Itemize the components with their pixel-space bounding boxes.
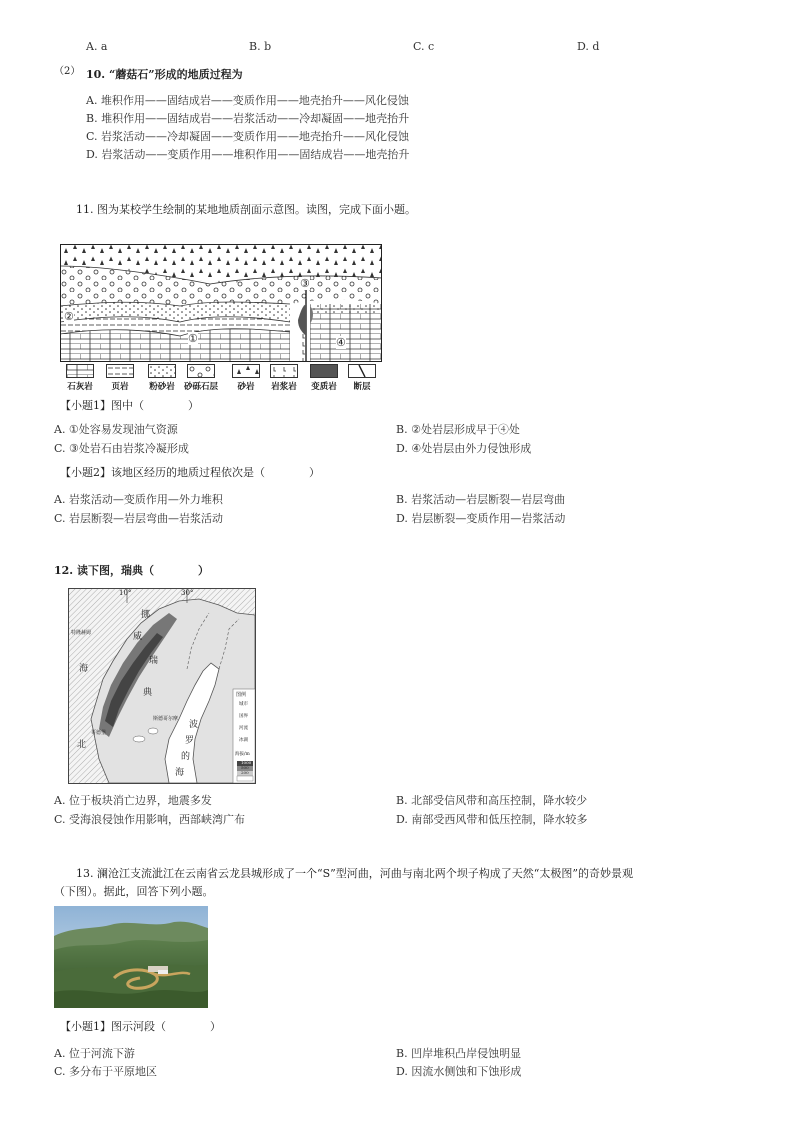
q10-option-d: D. 岩浆活动——变质作用——堆积作用——固结成岩——地壳抬升 [86, 148, 410, 161]
q10-stem: 10. “蘑菇石”形成的地质过程为 [86, 68, 243, 81]
legend-shale: 页岩 [100, 364, 140, 392]
q9-option-a: A. a [86, 40, 108, 53]
map-elev-200: 200 [241, 770, 249, 775]
river-photo-svg [54, 906, 208, 1008]
q9-option-b: B. b [249, 40, 272, 53]
q13-sub1-stem: 【小题1】图示河段（ ） [60, 1020, 221, 1033]
map-label-wei: 威 [133, 632, 143, 642]
q11-sub1-stem: 【小题1】图中（ ） [60, 399, 199, 412]
map-legend-river: 河流 [239, 726, 248, 731]
q11-sub2-option-d: D. 岩层断裂—变质作用—岩浆活动 [396, 512, 566, 525]
q12-stem: 12. 读下图，瑞典（ ） [54, 564, 209, 577]
map-label-hai-west: 海 [79, 664, 89, 674]
map-elev-500: 500 [241, 765, 249, 770]
map-label-goteborg: 哥德堡 [91, 730, 107, 736]
q11-stem: 11. 图为某校学生绘制的某地地质剖面示意图。读图，完成下面小题。 [76, 203, 416, 216]
map-legend-lake: 冰湖 [239, 738, 248, 743]
legend-magmatic: 岩浆岩 [264, 364, 304, 392]
q9-option-d: D. d [577, 40, 600, 53]
scandinavia-map-svg [69, 589, 255, 783]
q13-sub1-option-b: B. 凹岸堆积凸岸侵蚀明显 [396, 1047, 522, 1060]
cross-section-legend [60, 364, 390, 392]
map-legend-elevation-title: 海拔/m [235, 752, 250, 757]
q11-sub2-option-c: C. 岩层断裂—岩层弯曲—岩浆活动 [54, 512, 224, 525]
map-label-dian: 典 [143, 688, 153, 698]
legend-metamorphic: 变质岩 [304, 364, 344, 392]
q10-prefix: （2） [54, 66, 81, 77]
map-label-bei: 北 [77, 740, 87, 750]
q13-sub1-option-c: C. 多分布于平原地区 [54, 1065, 158, 1078]
q11-sub2-option-b: B. 岩浆活动—岩层断裂—岩层弯曲 [396, 493, 566, 506]
legend-fault: 断层 [346, 364, 378, 392]
q9-option-c: C. c [413, 40, 435, 53]
q10-option-a: A. 堆积作用——固结成岩——变质作用——地壳抬升——风化侵蚀 [86, 94, 409, 107]
map-label-bo: 波 [189, 720, 199, 730]
map-label-de: 的 [181, 752, 191, 762]
section-label-4: ④ [336, 336, 346, 349]
map-legend-border: 国界 [239, 714, 248, 719]
q13-sub1-option-d: D. 因流水侧蚀和下蚀形成 [396, 1065, 522, 1078]
map-label-stockholm: 斯德哥尔摩 [153, 716, 179, 722]
section-label-2: ② [64, 310, 74, 323]
q12-option-d: D. 南部受西风带和低压控制，降水较多 [396, 813, 588, 826]
s-river-meander-photo [54, 906, 208, 1008]
q11-sub2-stem: 【小题2】该地区经历的地质过程依次是（ ） [60, 466, 320, 479]
map-legend-city: 城市 [239, 702, 248, 707]
q13-sub1-option-a: A. 位于河流下游 [54, 1047, 135, 1060]
map-label-hai-baltic: 海 [175, 768, 185, 778]
map-legend-title: 图例 [236, 692, 247, 698]
q12-option-c: C. 受海浪侵蚀作用影响，西部峡湾广布 [54, 813, 246, 826]
map-label-trondheim: 特隆赫姆 [71, 630, 92, 636]
legend-siltstone: 粉砂岩 [142, 364, 182, 392]
map-label-rui: 瑞 [149, 656, 159, 666]
q11-sub1-option-b: B. ②处岩层形成早于④处 [396, 423, 520, 436]
q12-option-b: B. 北部受信风带和高压控制，降水较少 [396, 794, 588, 807]
q10-option-b: B. 堆积作用——固结成岩——岩浆活动——冷却凝固——地壳抬升 [86, 112, 410, 125]
q13-stem-line1: 13. 澜沧江支流泚江在云南省云龙县城形成了一个“S”型河曲，河曲与南北两个坝子构成了天然“太极图”的奇妙景观 [76, 867, 634, 880]
geologic-cross-section-figure [60, 244, 382, 362]
geologic-cross-section-svg [60, 244, 382, 362]
q11-sub1-option-c: C. ③处岩石由岩浆冷凝形成 [54, 442, 189, 455]
map-label-nuo: 挪 [141, 610, 151, 620]
map-lon-30: 30° [181, 589, 194, 597]
q11-sub1-option-d: D. ④处岩层由外力侵蚀形成 [396, 442, 532, 455]
map-elev-1000: 1000 [241, 760, 252, 765]
section-label-3: ③ [300, 277, 310, 290]
q11-sub1-option-a: A. ①处容易发现油气资源 [54, 423, 178, 436]
legend-sandstone: 砂岩 [228, 364, 264, 392]
q12-option-a: A. 位于板块消亡边界，地震多发 [54, 794, 212, 807]
scandinavia-map [68, 588, 256, 784]
q10-option-c: C. 岩浆活动——冷却凝固——变质作用——地壳抬升——风化侵蚀 [86, 130, 410, 143]
q13-stem-line2: （下图）。据此，回答下列小题。 [54, 885, 214, 898]
q11-sub2-option-a: A. 岩浆活动—变质作用—外力堆积 [54, 493, 223, 506]
map-lon-10: 10° [119, 589, 132, 597]
section-label-1: ① [188, 332, 198, 345]
legend-limestone: 石灰岩 [60, 364, 100, 392]
map-label-luo: 罗 [185, 736, 195, 746]
legend-gravel: 砂砾石层 [176, 364, 226, 392]
